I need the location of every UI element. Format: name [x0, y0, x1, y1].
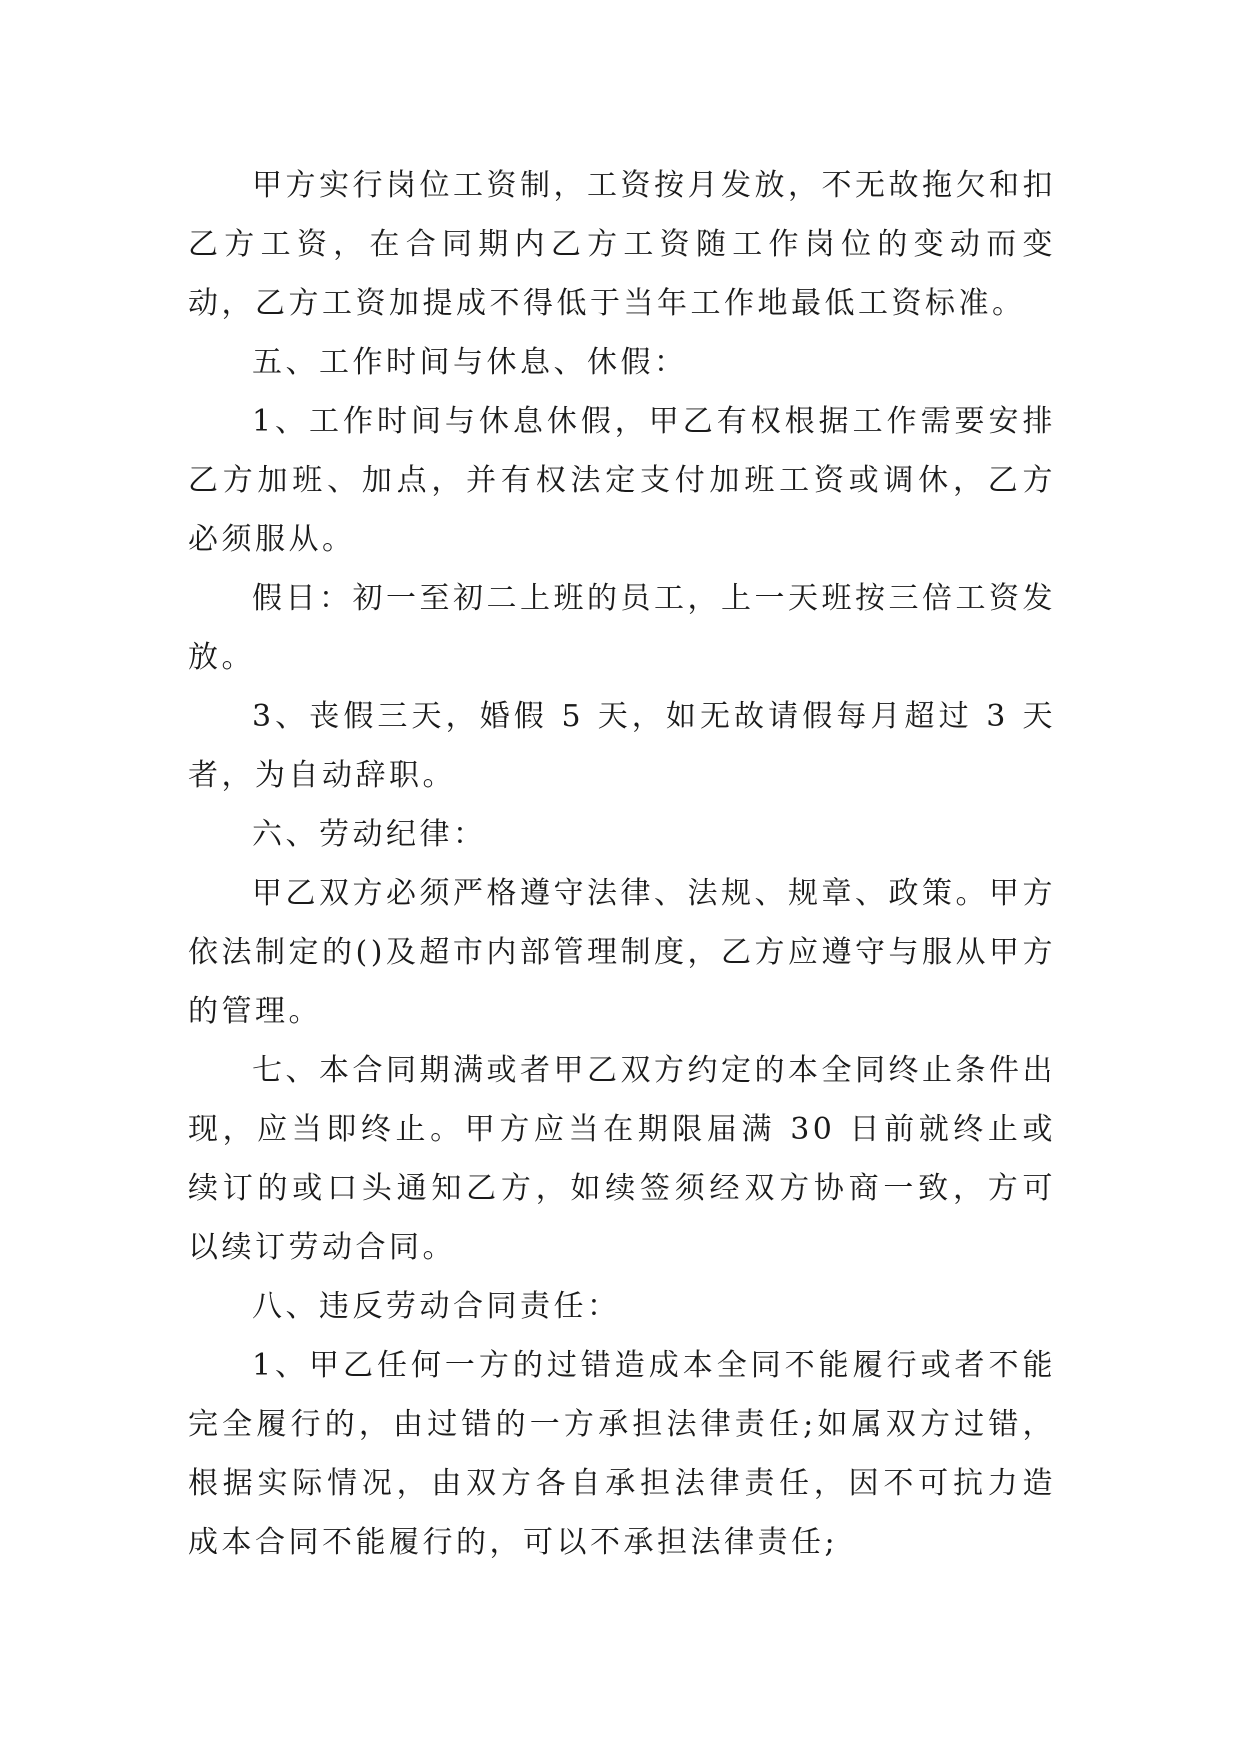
paragraph-holidays: 假日：初一至初二上班的员工，上一天班按三倍工资发放。: [188, 581, 1056, 675]
paragraph-wages: 甲方实行岗位工资制，工资按月发放，不无故拖欠和扣乙方工资，在合同期内乙方工资随工作岗位的变动而变动，乙方工资加提成不得低于当年工作地最低工资标准。: [188, 168, 1056, 321]
heading-labor-discipline: 六、劳动纪律：: [252, 817, 487, 852]
heading-breach-liability: 八、违反劳动合同责任：: [252, 1289, 621, 1324]
heading-working-hours: 五、工作时间与休息、休假：: [252, 345, 688, 380]
document-body: [188, 156, 1056, 1572]
paragraph-leave: 3、丧假三天，婚假 5 天，如无故请假每月超过 3 天者，为自动辞职。: [188, 699, 1056, 793]
paragraph-liability: 1、甲乙任何一方的过错造成本全同不能履行或者不能完全履行的，由过错的一方承担法律责任;如属双方过错，根据实际情况，由双方各自承担法律责任，因不可抗力造成本合同不能履行的，可以不承担法律责任;: [188, 1348, 1056, 1560]
paragraph-contract-termination: 七、本合同期满或者甲乙双方约定的本全同终止条件出现，应当即终止。甲方应当在期限届满 30 日前就终止或续订的或口头通知乙方，如续签须经双方协商一致，方可以续订劳动合同。: [188, 1053, 1056, 1265]
paragraph-discipline: 甲乙双方必须严格遵守法律、法规、规章、政策。甲方依法制定的()及超市内部管理制度，乙方应遵守与服从甲方的管理。: [188, 876, 1056, 1029]
paragraph-overtime: 1、工作时间与休息休假，甲乙有权根据工作需要安排乙方加班、加点，并有权法定支付加班工资或调休，乙方必须服从。: [188, 404, 1056, 557]
